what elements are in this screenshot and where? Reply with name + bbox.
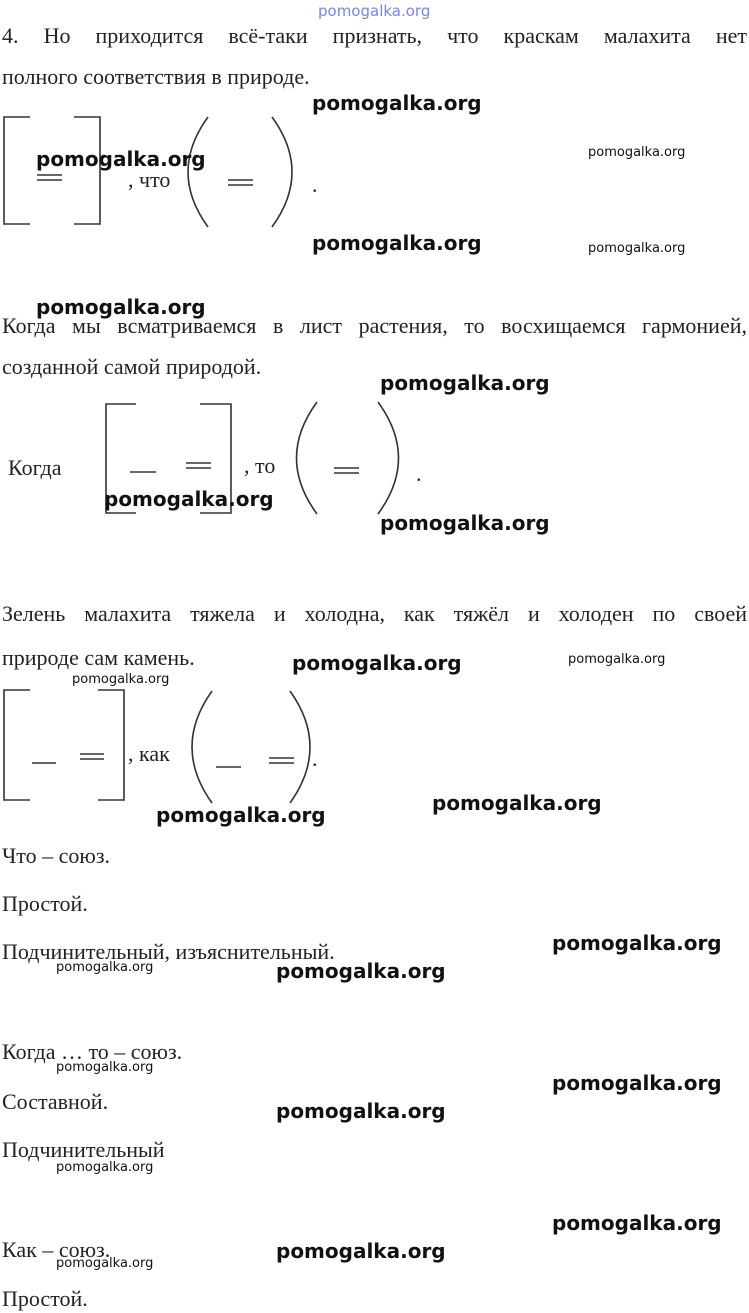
scheme-2-lead: Когда <box>8 455 62 480</box>
analysis-union-3-name: Как – союз. <box>2 1237 111 1262</box>
watermark-header[interactable]: pomogalka.org <box>318 2 431 20</box>
scheme-2-connector: , то <box>244 453 276 478</box>
watermark-link[interactable]: pomogalka.org <box>588 241 686 256</box>
scheme-2-end: . <box>416 461 422 486</box>
watermark-link[interactable]: pomogalka.org <box>552 1211 722 1235</box>
watermark-link[interactable]: pomogalka.org <box>56 1256 154 1271</box>
watermark-link[interactable]: pomogalka.org <box>312 231 482 255</box>
scheme-2-subordinate-paren <box>297 402 399 514</box>
watermark-link[interactable]: pomogalka.org <box>56 1060 154 1075</box>
sentence-1-line-2: полного соответствия в природе. <box>2 64 310 89</box>
watermark-link[interactable]: pomogalka.org <box>552 1071 722 1095</box>
sentence-3-line-1: Зелень малахита тяжела и холодна, как тяжёл и холоден по своей <box>2 601 747 626</box>
analysis-union-1-type: Простой. <box>2 891 88 916</box>
analysis-union-1-name: Что – союз. <box>2 843 111 868</box>
sentence-1-line-1: 4. Но приходится всё-таки признать, что краскам малахита нет <box>2 23 747 48</box>
watermark-link[interactable]: pomogalka.org <box>588 145 686 160</box>
sentence-3-line-2: природе сам камень. <box>2 645 195 670</box>
watermark-link[interactable]: pomogalka.org <box>432 791 602 815</box>
watermark-link[interactable]: pomogalka.org <box>380 371 550 395</box>
watermark-link[interactable]: pomogalka.org <box>72 672 170 687</box>
watermark-link[interactable]: pomogalka.org <box>36 147 206 171</box>
watermark-link[interactable]: pomogalka.org <box>568 652 666 667</box>
watermark-link[interactable]: pomogalka.org <box>156 803 326 827</box>
watermark-link[interactable]: pomogalka.org <box>56 1160 154 1175</box>
watermark-link[interactable]: pomogalka.org <box>276 959 446 983</box>
watermark-link[interactable]: pomogalka.org <box>276 1099 446 1123</box>
analysis-union-2-class: Подчинительный <box>2 1137 165 1162</box>
watermark-link[interactable]: pomogalka.org <box>276 1239 446 1263</box>
scheme-3-connector: , как <box>128 741 170 766</box>
scheme-3-main-bracket <box>4 690 124 800</box>
watermark-link[interactable]: pomogalka.org <box>104 487 274 511</box>
scheme-1-end: . <box>312 172 318 197</box>
scheme-3-subordinate-paren <box>192 691 310 803</box>
sentence-2-line-2: созданной самой природой. <box>2 354 262 379</box>
watermark-link[interactable]: pomogalka.org <box>292 651 462 675</box>
watermark-link[interactable]: pomogalka.org <box>36 295 206 319</box>
watermark-link[interactable]: pomogalka.org <box>380 511 550 535</box>
watermark-link[interactable]: pomogalka.org <box>312 91 482 115</box>
watermark-link[interactable]: pomogalka.org <box>56 960 154 975</box>
scheme-3-end: . <box>312 746 318 771</box>
scheme-1-connector: , что <box>128 167 171 192</box>
scheme-1-subordinate-paren <box>188 117 292 227</box>
analysis-union-2-type: Составной. <box>2 1089 109 1114</box>
analysis-union-3-type: Простой. <box>2 1286 88 1311</box>
analysis-union-2-name: Когда … то – союз. <box>2 1039 183 1064</box>
watermark-link[interactable]: pomogalka.org <box>552 931 722 955</box>
sentence-2-line-1: Когда мы всматриваемся в лист растения, то восхищаемся гармонией, <box>2 313 747 338</box>
analysis-union-1-class: Подчинительный, изъяснительный. <box>2 939 335 964</box>
